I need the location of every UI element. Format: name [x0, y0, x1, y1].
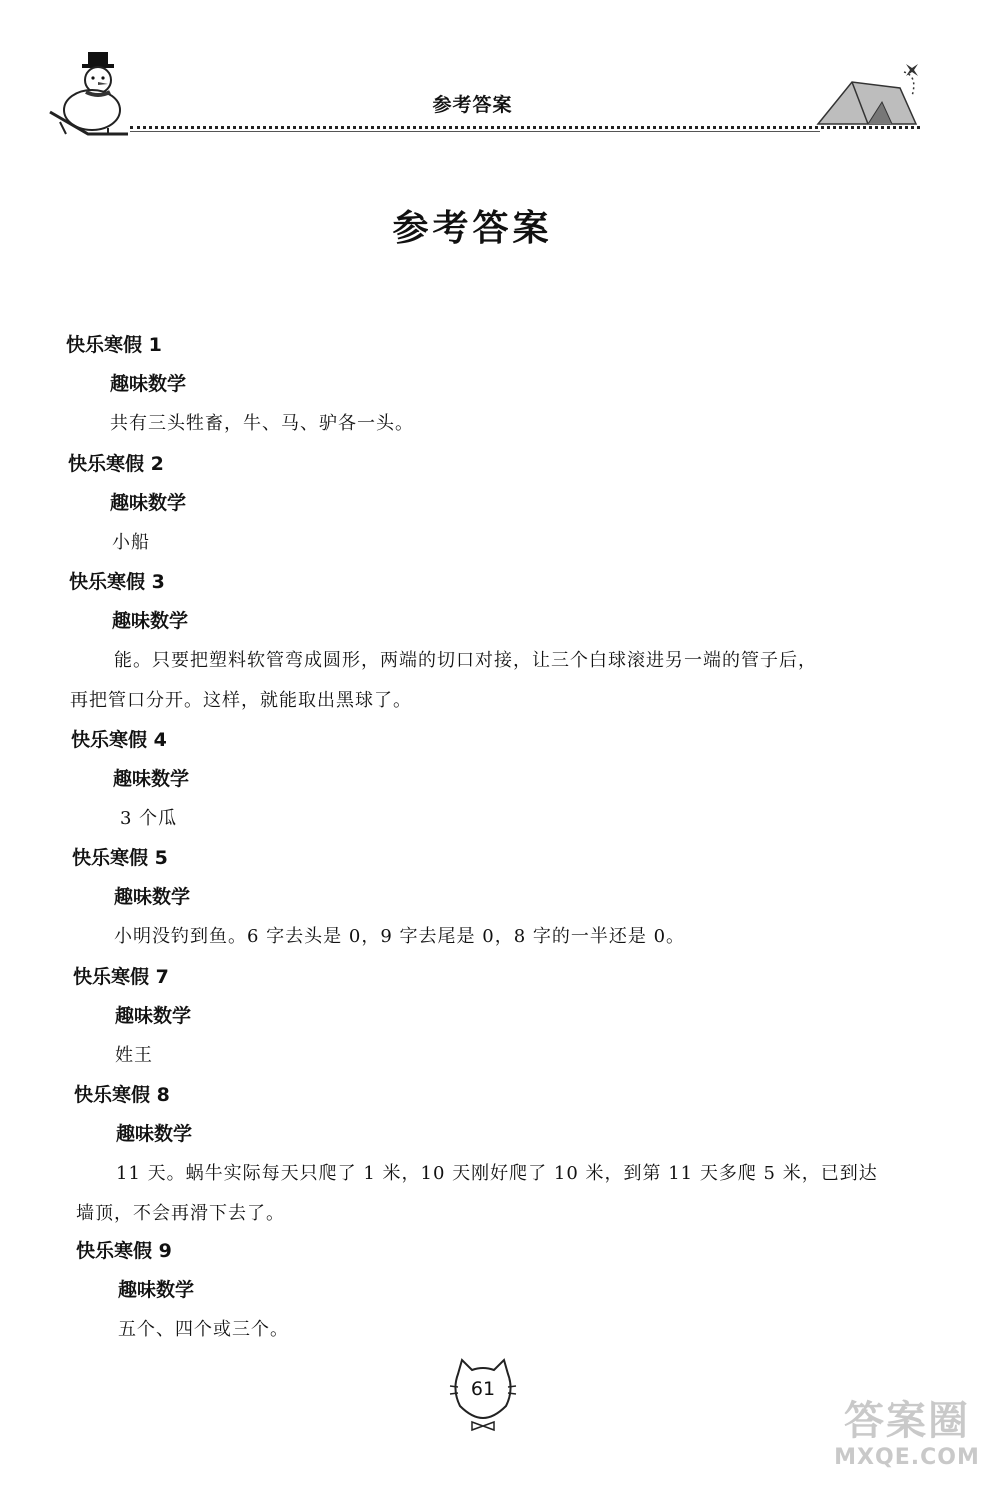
section-heading: 快乐寒假 8 — [74, 1084, 170, 1106]
answer-section — [0, 958, 1000, 1076]
answer-text: 墙顶，不会再滑下去了。 — [76, 1203, 285, 1224]
header-dotted-rule — [130, 126, 920, 129]
section-subheading: 趣味数学 — [118, 1279, 195, 1301]
section-subheading: 趣味数学 — [116, 1123, 193, 1145]
answer-text: 能。只要把塑料软管弯成圆形，两端的切口对接，让三个白球滚进另一端的管子后， — [114, 650, 817, 671]
answer-section — [0, 326, 1000, 444]
page-number: 61 — [470, 1378, 496, 1400]
section-subheading: 趣味数学 — [113, 768, 190, 790]
section-heading: 快乐寒假 4 — [71, 729, 167, 751]
page-title: 参考答案 — [392, 208, 553, 249]
answer-text: 11 天。蜗牛实际每天只爬了 1 米，10 天刚好爬了 10 米，到第 11 天多爬 5 米，已到达 — [116, 1163, 878, 1184]
section-subheading: 趣味数学 — [110, 492, 187, 514]
section-heading: 快乐寒假 7 — [73, 966, 169, 988]
section-heading: 快乐寒假 1 — [66, 334, 162, 356]
section-heading: 快乐寒假 9 — [76, 1240, 172, 1262]
section-subheading: 趣味数学 — [112, 610, 189, 632]
section-heading: 快乐寒假 3 — [69, 571, 165, 593]
answer-text: 小明没钓到鱼。6 字去头是 0，9 字去尾是 0，8 字的一半还是 0。 — [114, 926, 686, 947]
answer-section — [0, 839, 1000, 957]
answer-text: 小船 — [112, 532, 150, 553]
section-subheading: 趣味数学 — [110, 373, 187, 395]
header-rule — [130, 131, 820, 132]
section-heading: 快乐寒假 2 — [68, 453, 164, 475]
watermark-title: 答案圈 — [844, 1398, 970, 1444]
answer-text: 五个、四个或三个。 — [118, 1319, 289, 1340]
answer-section — [0, 445, 1000, 563]
section-subheading: 趣味数学 — [114, 886, 191, 908]
answer-text: 共有三头牲畜，牛、马、驴各一头。 — [110, 413, 414, 434]
watermark — [822, 1398, 992, 1472]
section-heading: 快乐寒假 5 — [72, 847, 168, 869]
answer-text: 3 个瓜 — [120, 808, 178, 829]
answer-section — [0, 1232, 1000, 1350]
section-subheading: 趣味数学 — [115, 1005, 192, 1027]
watermark-url: MXQE.COM — [834, 1445, 980, 1470]
answer-text: 姓王 — [115, 1045, 153, 1066]
answer-text: 再把管口分开。这样，就能取出黑球了。 — [70, 690, 412, 711]
running-header: 参考答案 — [432, 94, 513, 116]
answer-section — [0, 563, 1000, 721]
answer-section — [0, 1076, 1000, 1234]
answer-section — [0, 721, 1000, 839]
page-number-badge — [448, 1356, 518, 1432]
